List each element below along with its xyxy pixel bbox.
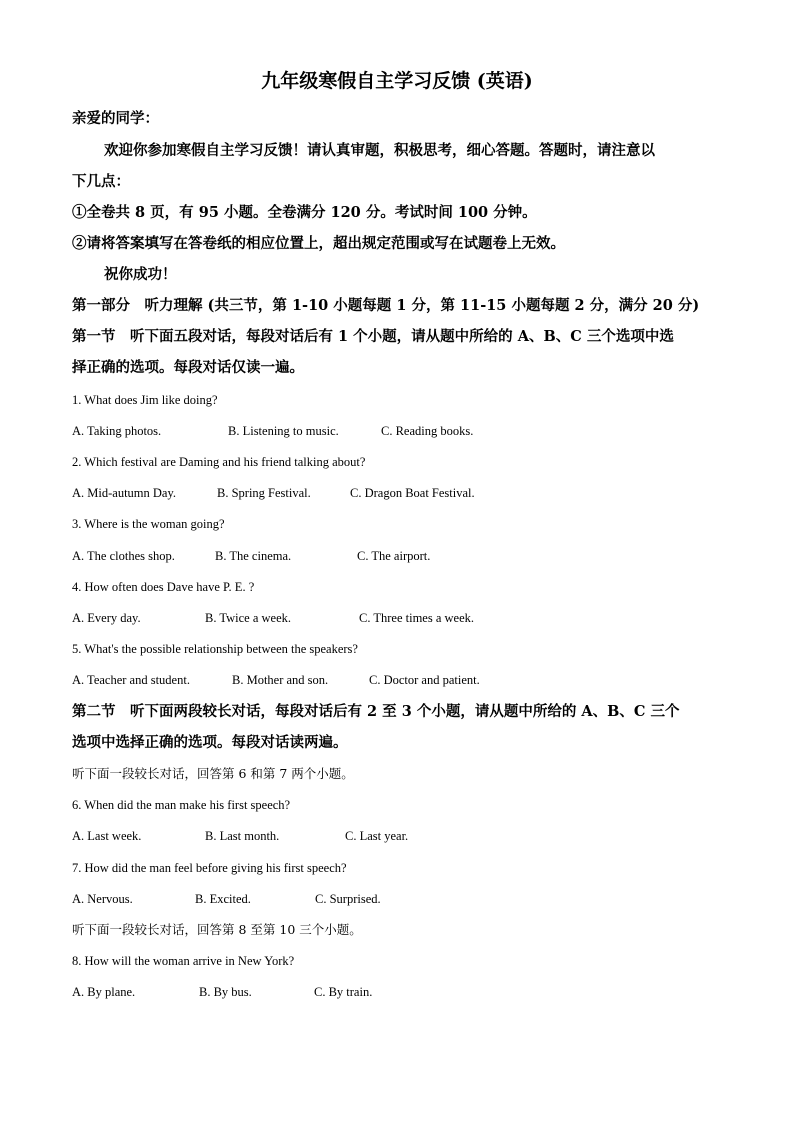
intro-line-2: 下几点：	[72, 173, 130, 190]
section1-instruction-line-2: 择正确的选项。每段对话仅读一遍。	[72, 359, 304, 376]
section1-instruction-line-1: 第一节 听下面五段对话，每段对话后有 1 个小题，请从题中所给的 A、B、C 三个选项中选	[72, 328, 674, 345]
section2-instruction-line-1: 第二节 听下面两段较长对话，每段对话后有 2 至 3 个小题，请从题中所给的 A、B、C 三个	[72, 703, 680, 720]
question-4: 4. How often does Dave have P. E. ?	[72, 580, 255, 594]
question-3-option-b: B. The cinema.	[215, 549, 292, 563]
question-2-option-c: C. Dragon Boat Festival.	[350, 486, 475, 500]
question-8-option-a: A. By plane.	[72, 985, 136, 999]
question-1-option-b: B. Listening to music.	[228, 424, 339, 438]
page-title: 九年级寒假自主学习反馈 (英语)	[261, 70, 533, 92]
question-2-option-a: A. Mid-autumn Day.	[72, 486, 177, 500]
question-6-option-a: A. Last week.	[72, 829, 142, 843]
question-5-option-b: B. Mother and son.	[232, 673, 329, 687]
question-6-option-c: C. Last year.	[345, 829, 409, 843]
question-8: 8. How will the woman arrive in New York?	[72, 954, 295, 968]
question-6: 6. When did the man make his first speech?	[72, 798, 291, 812]
note-2: ②请将答案填写在答卷纸的相应位置上，超出规定范围或写在试题卷上无效。	[72, 235, 565, 252]
dialog1-intro: 听下面一段较长对话，回答第 6 和第 7 两个小题。	[72, 766, 354, 781]
question-8-option-b: B. By bus.	[199, 985, 252, 999]
question-7: 7. How did the man feel before giving his first speech?	[72, 861, 347, 875]
question-7-option-a: A. Nervous.	[72, 892, 133, 906]
greeting: 亲爱的同学：	[72, 110, 159, 127]
question-6-option-b: B. Last month.	[205, 829, 280, 843]
question-7-option-c: C. Surprised.	[315, 892, 381, 906]
question-4-option-b: B. Twice a week.	[205, 611, 292, 625]
question-3-option-a: A. The clothes shop.	[72, 549, 175, 563]
question-8-option-c: C. By train.	[314, 985, 373, 999]
question-3-option-c: C. The airport.	[357, 549, 431, 563]
question-1: 1. What does Jim like doing?	[72, 393, 218, 407]
question-1-option-c: C. Reading books.	[381, 424, 474, 438]
question-3: 3. Where is the woman going?	[72, 517, 225, 531]
note-1: ①全卷共 8 页，有 95 小题。全卷满分 120 分。考试时间 100 分钟。	[72, 204, 537, 221]
intro-line-1: 欢迎你参加寒假自主学习反馈！请认真审题，积极思考，细心答题。答题时，请注意以	[104, 142, 655, 159]
question-5-option-a: A. Teacher and student.	[72, 673, 190, 687]
question-5: 5. What's the possible relationship between the speakers?	[72, 642, 358, 656]
question-7-option-b: B. Excited.	[195, 892, 251, 906]
section2-instruction-line-2: 选项中选择正确的选项。每段对话读两遍。	[72, 734, 348, 751]
question-5-option-c: C. Doctor and patient.	[369, 673, 480, 687]
question-4-option-c: C. Three times a week.	[359, 611, 475, 625]
question-2: 2. Which festival are Daming and his friend talking about?	[72, 455, 366, 469]
question-1-option-a: A. Taking photos.	[72, 424, 162, 438]
part1-header: 第一部分 听力理解 (共三节，第 1-10 小题每题 1 分，第 11-15 小题每题 2 分，满分 20 分)	[72, 297, 700, 314]
question-4-option-a: A. Every day.	[72, 611, 141, 625]
wish: 祝你成功！	[104, 266, 177, 283]
question-2-option-b: B. Spring Festival.	[217, 486, 311, 500]
dialog2-intro: 听下面一段较长对话，回答第 8 至第 10 三个小题。	[72, 922, 362, 937]
